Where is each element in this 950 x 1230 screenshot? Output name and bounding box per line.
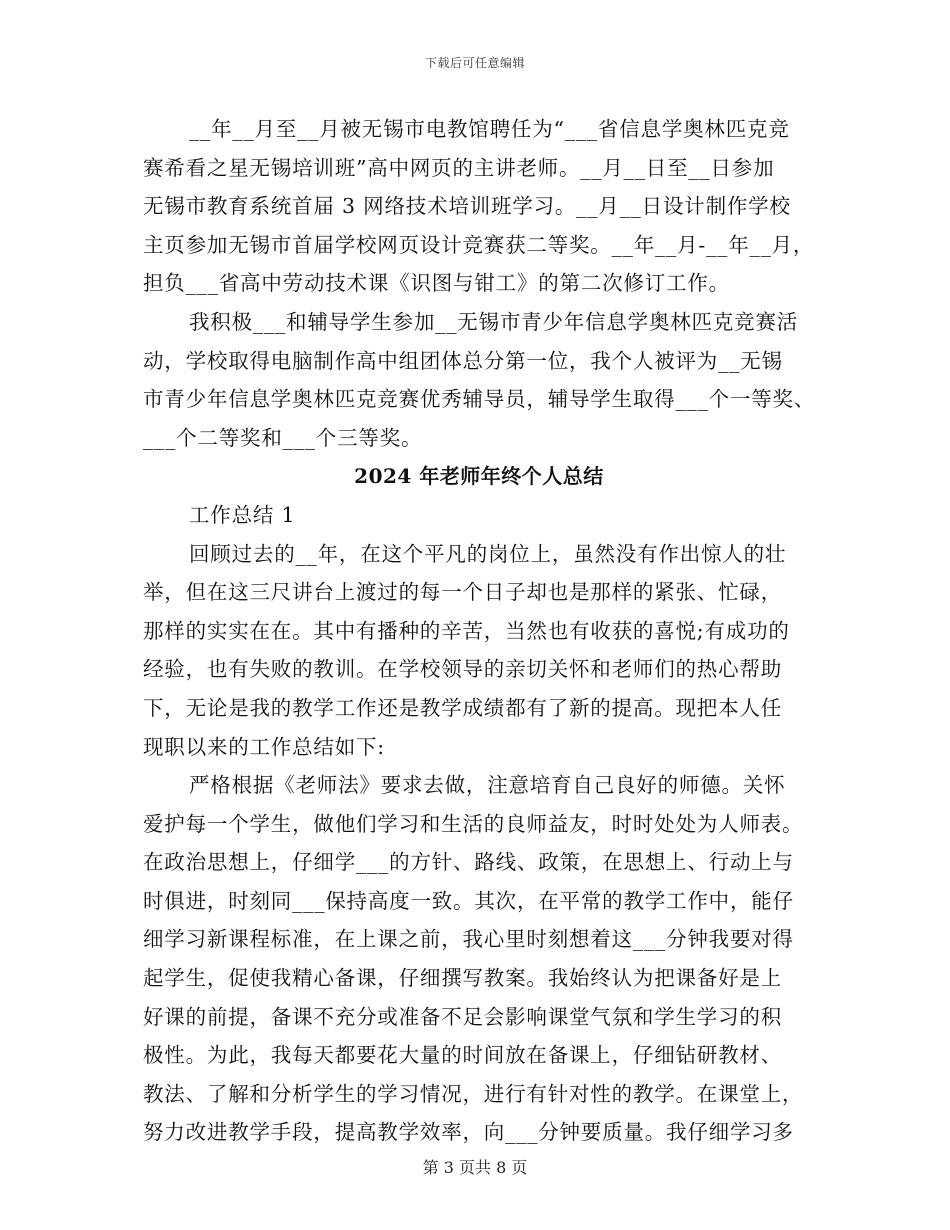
document-body [143, 110, 815, 1152]
paragraph-line: 我积极___和辅导学生参加__无锡市青少年信息学奥林匹克竞赛活 [189, 309, 799, 334]
page-footer: 第 3 页共 8 页 [422, 1158, 528, 1177]
paragraph-line: 下，无论是我的教学工作还是教学成绩都有了新的提高。现把本人任 [143, 695, 782, 720]
paragraph-line: 主页参加无锡市首届学校网页设计竞赛获二等奖。__年__月-__年__月， [143, 232, 815, 257]
section-subtitle: 工作总结 1 [189, 502, 296, 527]
paragraph-line: 极性。为此，我每天都要花大量的时间放在备课上，仔细钻研教材、 [143, 1043, 782, 1068]
paragraph-line: 现职以来的工作总结如下: [143, 734, 386, 759]
paragraph-line: 担负___省高中劳动技术课《识图与钳工》的第二次修订工作。 [143, 271, 730, 296]
paragraph-line: 回顾过去的__年，在这个平凡的岗位上，虽然没有作出惊人的壮 [189, 541, 787, 566]
paragraph-line: 动，学校取得电脑制作高中组团体总分第一位，我个人被评为__无锡 [143, 348, 783, 373]
paragraph-line: 努力改进教学手段，提高教学效率，向___分钟要质量。我仔细学习多 [143, 1120, 794, 1145]
paragraph-line: 时俱进，时刻同___保持高度一致。其次，在平常的教学工作中，能仔 [143, 888, 794, 913]
paragraph-line: 那样的实实在在。其中有播种的辛苦，当然也有收获的喜悦;有成功的 [143, 618, 790, 643]
paragraph-line: 举，但在这三尺讲台上渡过的每一个日子却也是那样的紧张、忙碌， [143, 580, 782, 605]
paragraph-review [143, 535, 815, 767]
page-header: 下载后可任意编辑 [424, 56, 525, 70]
paragraph-line: __年__月至__月被无锡市电教馆聘任为“___省信息学奥林匹克竞 [189, 117, 790, 141]
paragraph-training [143, 110, 815, 303]
paragraph-line: 在政治思想上，仔细学___的方针、路线、政策，在思想上、行动上与 [143, 850, 794, 875]
paragraph-line: 细学习新课程标准，在上课之前，我心里时刻想着这___分钟我要对得 [143, 927, 794, 952]
paragraph-line: 教法、了解和分析学生的学习情况，进行有针对性的教学。在课堂上， [143, 1081, 804, 1106]
paragraph-line: 起学生，促使我精心备课，仔细撰写教案。我始终认为把课备好是上 [143, 966, 782, 991]
paragraph-line: 市青少年信息学奥林匹克竞赛优秀辅导员，辅导学生取得___个一等奖、 [143, 387, 816, 412]
paragraph-ethics [143, 766, 815, 1152]
paragraph-line: 好课的前提，备课不充分或准备不足会影响课堂气氛和学生学习的积 [143, 1004, 782, 1029]
paragraph-line: 无锡市教育系统首届 3 网络技术培训班学习。__月__日设计制作学校 [143, 194, 791, 219]
paragraph-line: ___个二等奖和___个三等奖。 [143, 425, 423, 450]
paragraph-line: 经验，也有失败的教训。在学校领导的亲切关怀和老师们的热心帮助 [143, 657, 782, 682]
paragraph-line: 爱护每一个学生，做他们学习和生活的良师益友，时时处处为人师表。 [143, 811, 804, 836]
document-title: 2024 年老师年终个人总结 [354, 464, 604, 489]
paragraph-line: 赛希看之星无锡培训班”高中网页的主讲老师。__月__日至__日参加 [143, 155, 775, 180]
paragraph-competition [143, 303, 815, 457]
paragraph-line: 严格根据《老师法》要求去做，注意培育自己良好的师德。关怀 [189, 773, 786, 798]
